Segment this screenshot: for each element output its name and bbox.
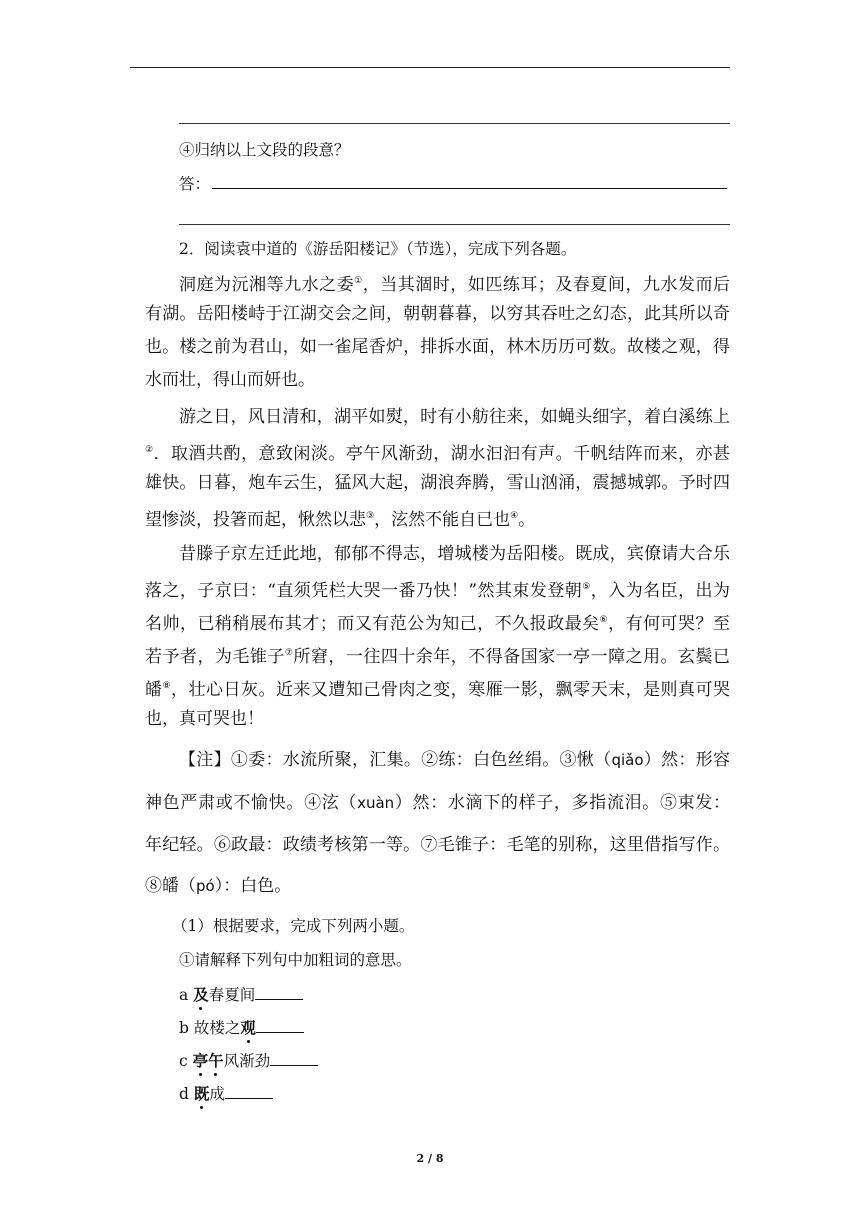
answer-label: 答： bbox=[179, 175, 211, 193]
item-c: c 亭午风渐劲 bbox=[179, 1050, 318, 1072]
answer-row bbox=[179, 172, 727, 195]
question-4: ④归纳以上文段的段意？ bbox=[179, 141, 350, 159]
bold-word-b: 观 bbox=[240, 1018, 256, 1037]
passage-p1-line2: 有湖。岳阳楼峙于江湖交会之间，朝朝暮暮，以穷其吞吐之幻态，此其所以奇 bbox=[145, 304, 730, 324]
bold-word-d: 既 bbox=[193, 1084, 210, 1103]
answer-line-continued bbox=[179, 123, 730, 124]
blank-d[interactable] bbox=[225, 1084, 273, 1099]
passage-p2-line3: 雄快。日暮，炮车云生，猛风大起，湖浪奔腾，雪山汹涌，震撼城郭。予时四 bbox=[145, 473, 730, 493]
item-b: b 故楼之观 bbox=[179, 1017, 304, 1039]
blank-a[interactable] bbox=[255, 985, 303, 1000]
passage-p3-line3: 名帅，已稍稍展布其才；而又有范公为知己，不久报政最矣⑥，有何可哭？至 bbox=[145, 614, 731, 634]
page-number: 2 / 8 bbox=[416, 1152, 444, 1165]
passage-p3-line1: 昔滕子京左迁此地，郁郁不得志，增城楼为岳阳楼。既成，宾僚请大合乐 bbox=[179, 544, 730, 564]
question-2-intro: 2．阅读袁中道的《游岳阳楼记》（节选），完成下列各题。 bbox=[179, 240, 577, 258]
passage-p1-line3: 也。楼之前为君山，如一雀尾香炉，排拆水面，林木历历可数。故楼之观，得 bbox=[145, 337, 730, 357]
passage-p2-line2: ②．取酒共酌，意致闲淡。亭午风渐劲，湖水汩汩有声。千帆结阵而来，亦甚 bbox=[145, 444, 731, 464]
notes-line1: 【注】①委：水流所聚，汇集。②练：白色丝绢。③愀（qiǎo）然：形容 bbox=[179, 750, 731, 770]
passage-p2-line1: 游之日，风日清和，湖平如熨，时有小舫往来，如蝇头细字，着白溪练上 bbox=[179, 407, 730, 427]
passage-p3-line4: 若予者，为毛锥子⑦所窘，一往四十余年，不得备国家一亭一障之用。玄鬓已 bbox=[145, 647, 731, 667]
answer-line-2[interactable] bbox=[179, 224, 730, 225]
passage-p2-line4: 望惨淡，投箸而起，愀然以悲③，泫然不能自已也④。 bbox=[145, 510, 536, 530]
passage-p1-line4: 水而壮，得山而妍也。 bbox=[145, 370, 315, 390]
passage-p3-line2: 落之，子京曰：“直须凭栏大哭一番乃快！”然其束发登朝⑤，入为名臣，出为 bbox=[145, 581, 730, 601]
passage-p3-line6: 也，真可哭也！ bbox=[145, 709, 264, 729]
answer-input-line[interactable] bbox=[212, 172, 727, 189]
header-rule bbox=[130, 67, 730, 68]
passage-p1-line1: 洞庭为沅湘等九水之委①，当其涸时，如匹练耳；及春夏间，九水发而后 bbox=[179, 275, 731, 295]
passage-p3-line5: 皤⑧，壮心日灰。近来又遭知己骨肉之变，寒雁一影，飘零天末，是则真可哭 bbox=[145, 680, 731, 700]
subquestion-1-item1: ①请解释下列句中加粗词的意思。 bbox=[179, 951, 412, 969]
bold-word-c1: 亭 bbox=[192, 1051, 209, 1070]
item-a: a 及春夏间 bbox=[179, 984, 303, 1006]
bold-word-c2: 午 bbox=[208, 1051, 224, 1070]
item-d: d 既成 bbox=[179, 1083, 273, 1105]
notes-line3: 年纪轻。⑥政最：政绩考核第一等。⑦毛锥子：毛笔的别称，这里借指写作。 bbox=[145, 835, 730, 855]
subquestion-1-title: （1）根据要求，完成下列两小题。 bbox=[172, 917, 415, 935]
bold-word-a: 及 bbox=[193, 985, 209, 1004]
notes-line4: ⑧皤（pó）：白色。 bbox=[145, 876, 292, 896]
notes-line2: 神色严肃或不愉快。④泫（xuàn）然：水滴下的样子，多指流泪。⑤束发： bbox=[145, 793, 731, 813]
blank-c[interactable] bbox=[270, 1051, 318, 1066]
blank-b[interactable] bbox=[256, 1018, 304, 1033]
